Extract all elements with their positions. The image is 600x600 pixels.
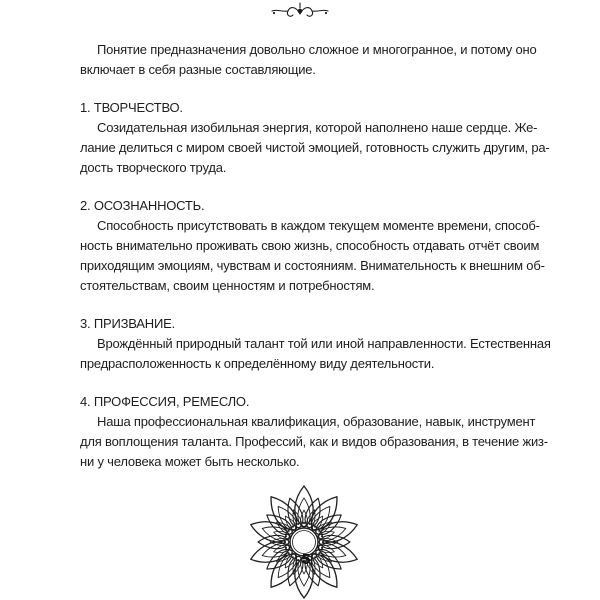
body-line: Способность присутствовать в каждом текущем моменте времени, способ- [97,218,540,233]
page-number: 5 [301,551,311,568]
body-line: дость творческого труда. [80,160,227,175]
mandala-ornament-icon [246,482,362,600]
body-line: приходящим эмоциям, чувствам и состояниям. Внимательность к внешним об- [80,258,545,273]
intro-line: включает в себя разные составляющие. [80,62,316,77]
page-body [80,40,551,472]
top-flourish-ornament [268,0,332,22]
section-heading-profession: 4. ПРОФЕССИЯ, РЕМЕСЛО. [80,394,250,409]
intro-paragraph [80,40,537,80]
body-line: Созидательная изобильная энергия, которой наполнено наше сердце. Же- [97,120,538,135]
section-body-awareness [80,216,545,296]
section-heading-creativity: 1. ТВОРЧЕСТВО. [80,100,183,115]
body-line: ность внимательно проживать свою жизнь, способность отдавать отчёт своим [80,238,540,253]
body-line: Наша профессиональная квалификация, образование, навык, инструмент [97,414,536,429]
section-heading-calling: 3. ПРИЗВАНИЕ. [80,316,175,331]
intro-line: Понятие предназначения довольно сложное и многогранное, и потому оно [97,42,537,57]
section-body-creativity [80,118,550,178]
section-body-profession [80,412,548,472]
section-body-calling [80,334,551,374]
body-line: лание делиться с миром своей чистой эмоцией, готовность служить другим, ра- [80,140,550,155]
body-line: для воплощения таланта. Профессий, как и видов образования, в течение жиз- [80,434,548,449]
body-line: предрасположенность к определённому виду деятельности. [80,356,435,371]
body-line: Врождённый природный талант той или иной направленности. Естественная [97,336,551,351]
section-heading-awareness: 2. ОСОЗНАННОСТЬ. [80,198,205,213]
body-line: стоятельствам, своим ценностям и потребностям. [80,278,375,293]
body-line: ни у человека может быть несколько. [80,454,300,469]
